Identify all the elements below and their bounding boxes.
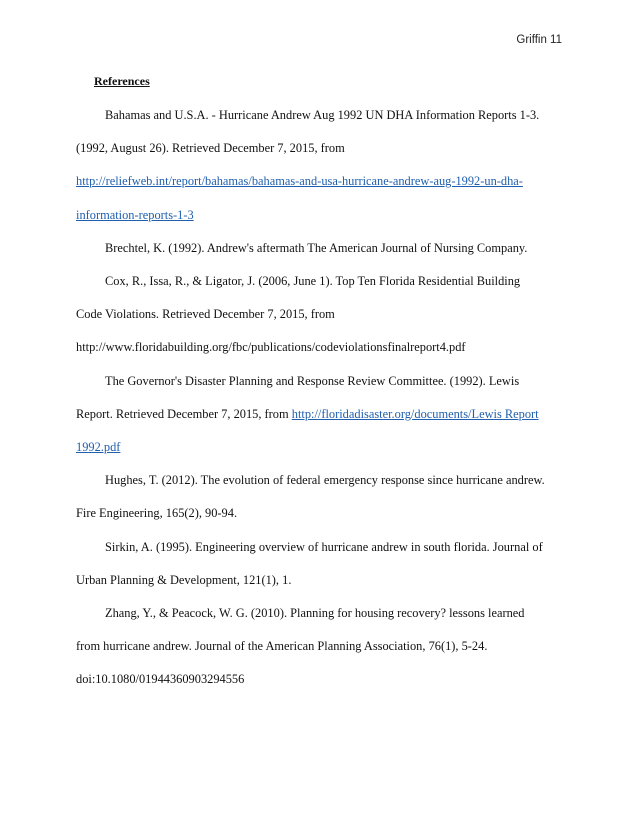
reference-line (76, 132, 566, 165)
reference-line (76, 663, 566, 696)
reference-line[interactable] (76, 165, 566, 198)
reference-entry (76, 99, 566, 232)
reference-line (76, 597, 566, 630)
reference-entry (76, 365, 566, 465)
reference-text: The Governor's Disaster Planning and Response Review Committee. (1992). Lewis (105, 373, 520, 388)
reference-text: Sirkin, A. (1995). Engineering overview of hurricane andrew in south florida. Journal of (105, 539, 543, 554)
reference-link[interactable]: information-reports-1-3 (76, 207, 194, 222)
reference-text: Code Violations. Retrieved December 7, 2015, from (76, 307, 335, 322)
reference-text: http://www.floridabuilding.org/fbc/publications/codeviolationsfinalreport4.pdf (76, 340, 466, 355)
reference-line (76, 464, 566, 497)
reference-text: Hughes, T. (2012). The evolution of federal emergency response since hurricane andrew. (105, 473, 545, 488)
reference-line (76, 99, 566, 132)
reference-text: Zhang, Y., & Peacock, W. G. (2010). Planning for housing recovery? lessons learned (105, 606, 525, 621)
reference-text: Brechtel, K. (1992). Andrew's aftermath The American Journal of Nursing Company. (105, 240, 528, 255)
reference-line (76, 564, 566, 597)
reference-text: from hurricane andrew. Journal of the American Planning Association, 76(1), 5-24. (76, 639, 488, 654)
reference-entry (76, 597, 566, 697)
reference-line (76, 398, 566, 431)
reference-link[interactable]: 1992.pdf (76, 440, 121, 455)
reference-line (76, 331, 566, 364)
reference-entry (76, 265, 566, 365)
reference-text: Urban Planning & Development, 121(1), 1. (76, 572, 292, 587)
reference-link[interactable]: http://floridadisaster.org/documents/Lewis Report (291, 406, 539, 421)
reference-text: Report. Retrieved December 7, 2015, from (76, 406, 292, 421)
reference-line (76, 365, 566, 398)
reference-line (76, 265, 566, 298)
reference-line (76, 497, 566, 530)
reference-entry (76, 232, 566, 265)
running-head: Griffin 11 (516, 34, 562, 46)
reference-line (76, 232, 566, 265)
reference-line (76, 298, 566, 331)
reference-entry (76, 464, 566, 530)
reference-line[interactable] (76, 431, 566, 464)
reference-text: Bahamas and U.S.A. - Hurricane Andrew Aug 1992 UN DHA Information Reports 1-3. (105, 108, 540, 122)
reference-line (76, 630, 566, 663)
reference-text: Fire Engineering, 165(2), 90-94. (76, 506, 238, 521)
reference-text: doi:10.1080/01944360903294556 (76, 672, 245, 687)
reference-entry (76, 531, 566, 597)
reference-text: Cox, R., Issa, R., & Ligator, J. (2006, June 1). Top Ten Florida Residential Building (105, 274, 521, 289)
references-heading: References (94, 74, 150, 88)
reference-line[interactable] (76, 199, 566, 232)
reference-text: (1992, August 26). Retrieved December 7, 2015, from (76, 141, 345, 156)
references-list (76, 99, 566, 697)
reference-link[interactable]: http://reliefweb.int/report/bahamas/bahamas-and-usa-hurricane-andrew-aug-1992-un-dha- (76, 174, 523, 189)
reference-line (76, 531, 566, 564)
